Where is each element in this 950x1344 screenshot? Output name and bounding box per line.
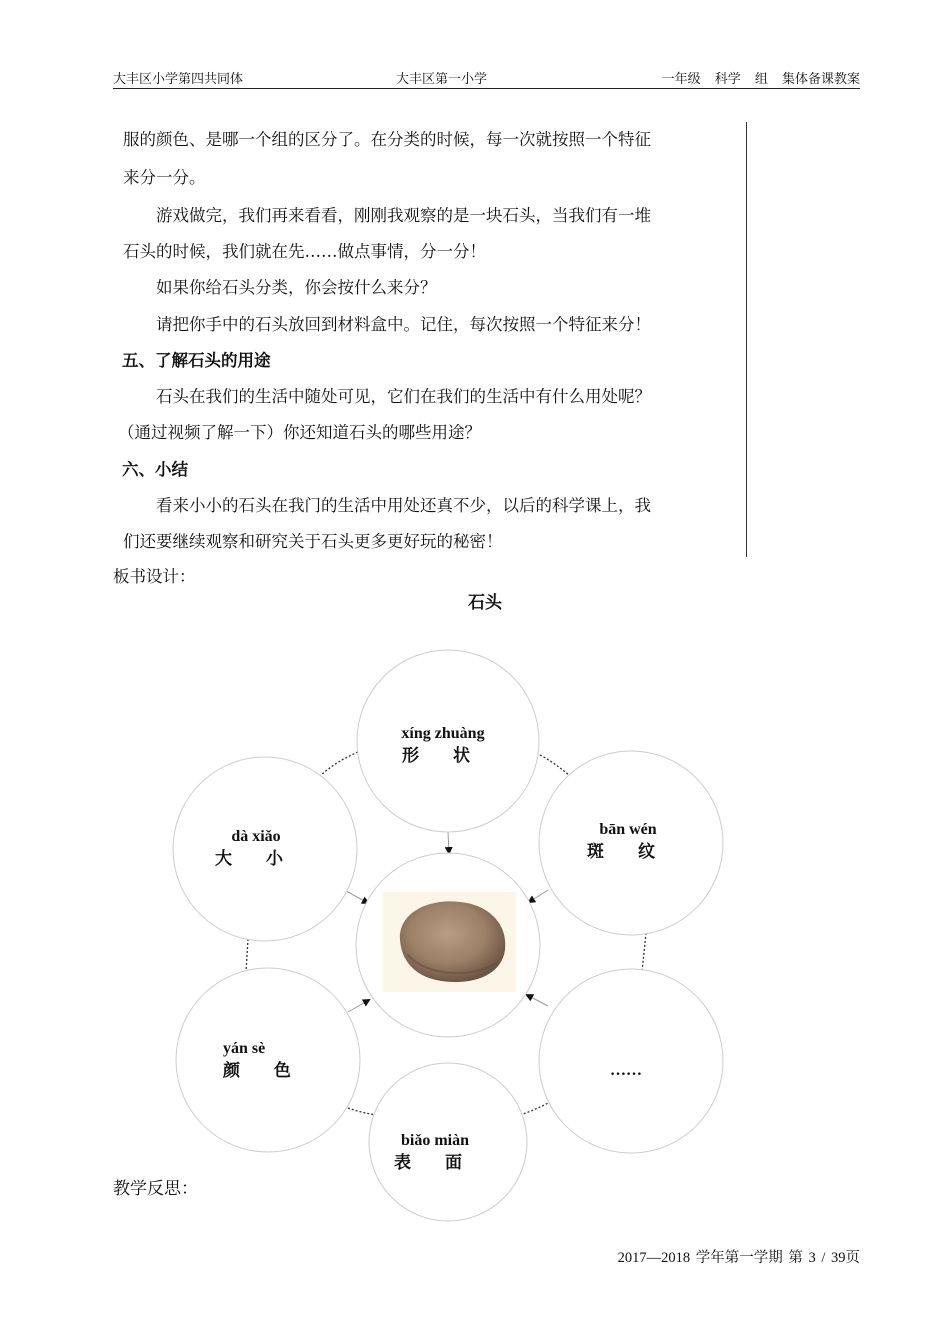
section-heading: 六、小结: [122, 460, 188, 479]
header-right: 一年级 科学 组 集体备课教案: [661, 72, 860, 87]
node-more: ……: [610, 1062, 642, 1079]
board-title: 石头: [468, 593, 502, 613]
header-left: 大丰区小学第四共同体: [113, 72, 244, 87]
node-color: yán sè 颜 色: [223, 1040, 305, 1081]
node-spots: bān wén 斑 纹: [587, 821, 669, 862]
header-center: 大丰区第一小学: [396, 72, 488, 87]
section-heading: 五、了解石头的用途: [122, 351, 271, 370]
text-line: 如果你给石头分类，你会按什么来分？: [156, 278, 437, 297]
text-line: 游戏做完，我们再来看看，刚刚我观察的是一块石头，当我们有一堆: [156, 206, 651, 225]
text-line: 请把你手中的石头放回到材料盒中。记住，每次按照一个特征来分！: [156, 315, 651, 334]
text-line: 看来小小的石头在我门的生活中用处还真不少，以后的科学课上，我: [156, 496, 651, 515]
page-footer: 2017—2018 学年第一学期 第 3 / 39页: [617, 1250, 860, 1266]
stone-image: [383, 892, 516, 992]
text-line: 们还要继续观察和研究关于石头更多更好玩的秘密！: [123, 532, 503, 551]
node-surface: biǎo miàn 表 面: [394, 1132, 476, 1173]
text-line: 石头在我们的生活中随处可见，它们在我们的生活中有什么用处呢？: [156, 387, 651, 406]
text-line: 石头的时候，我们就在先……做点事情，分一分！: [123, 242, 486, 261]
board-design-label: 板书设计：: [113, 567, 196, 586]
text-line: 来分一分。: [123, 168, 206, 187]
node-size: dà xiǎo 大 小: [215, 828, 297, 869]
node-shape: xíng zhuàng 形 状: [401, 725, 485, 766]
text-line: 服的颜色、是哪一个组的区分了。在分类的时候，每一次就按照一个特征: [123, 130, 651, 149]
reflection-label: 教学反思：: [113, 1179, 198, 1199]
text-line: （通过视频了解一下）你还知道石头的哪些用途？: [118, 423, 481, 442]
